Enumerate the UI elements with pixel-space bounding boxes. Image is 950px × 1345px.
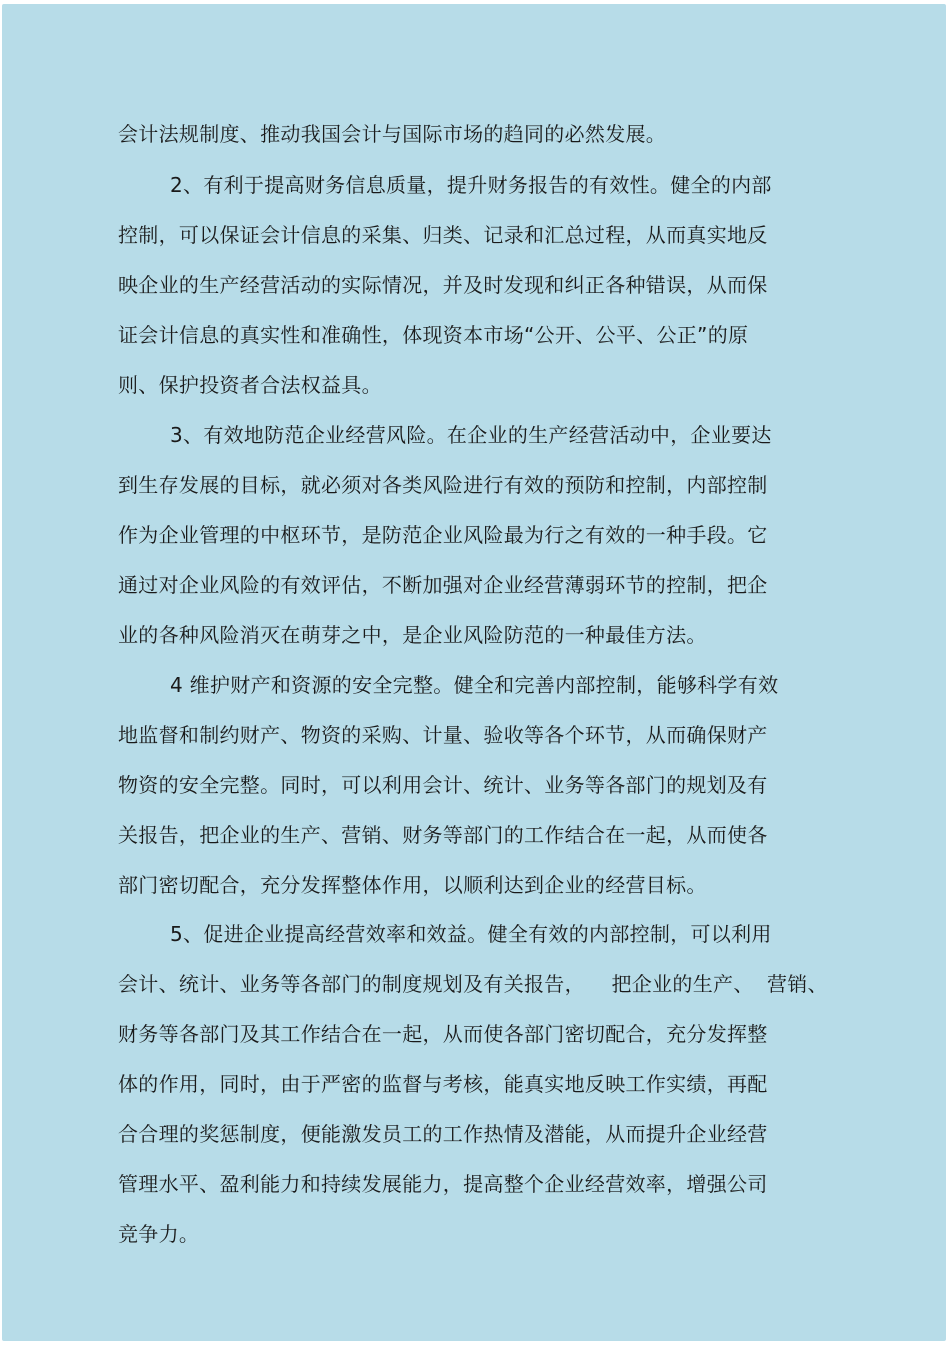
- text-line: 证会计信息的真实性和准确性，体现资本市场“公开、公平、公正”的原: [118, 323, 749, 347]
- text-line: 物资的安全完整。同时，可以利用会计、统计、业务等各部门的规划及有: [118, 773, 768, 797]
- paragraph-3-start: 3、有效地防范企业经营风险。在企业的生产经营活动中，企业要达: [170, 423, 772, 447]
- text-line: 部门密切配合，充分发挥整体作用，以顺利达到企业的经营目标。: [118, 873, 707, 897]
- text-line: 作为企业管理的中枢环节，是防范企业风险最为行之有效的一种手段。它: [118, 523, 768, 547]
- text-line: 关报告，把企业的生产、营销、财务等部门的工作结合在一起，从而使各: [118, 823, 768, 847]
- text-line: 业的各种风险消灭在萌芽之中，是企业风险防范的一种最佳方法。: [118, 623, 707, 647]
- paragraph-5-start: 5、促进企业提高经营效率和效益。健全有效的内部控制，可以利用: [170, 922, 772, 946]
- text-line: 合合理的奖惩制度，便能激发员工的工作热情及潜能，从而提升企业经营: [118, 1122, 768, 1146]
- text-line: 管理水平、盈利能力和持续发展能力，提高整个企业经营效率，增强公司: [118, 1172, 768, 1196]
- text-line: 通过对企业风险的有效评估，不断加强对企业经营薄弱环节的控制，把企: [118, 573, 768, 597]
- text-line: 控制，可以保证会计信息的采集、归类、记录和汇总过程，从而真实地反: [118, 223, 768, 247]
- text-line: 体的作用，同时，由于严密的监督与考核，能真实地反映工作实绩，再配: [118, 1072, 768, 1096]
- text-line: 财务等各部门及其工作结合在一起，从而使各部门密切配合，充分发挥整: [118, 1022, 768, 1046]
- text-line: 到生存发展的目标，就必须对各类风险进行有效的预防和控制，内部控制: [118, 473, 768, 497]
- paragraph-2-start: 2、有利于提高财务信息质量，提升财务报告的有效性。健全的内部: [170, 173, 772, 197]
- text-line: 地监督和制约财产、物资的采购、计量、验收等各个环节，从而确保财产: [118, 723, 768, 747]
- paragraph-4-start: 4 维护财产和资源的安全完整。健全和完善内部控制，能够科学有效: [170, 673, 779, 697]
- text-line: 映企业的生产经营活动的实际情况，并及时发现和纠正各种错误，从而保: [118, 273, 768, 297]
- text-line: 竞争力。: [118, 1222, 200, 1246]
- text-line: 会计、统计、业务等各部门的制度规划及有关报告， 把企业的生产、 营销、: [118, 972, 828, 996]
- text-line: 则、保护投资者合法权益具。: [118, 373, 382, 397]
- text-line: 会计法规制度、推动我国会计与国际市场的趋同的必然发展。: [118, 122, 667, 146]
